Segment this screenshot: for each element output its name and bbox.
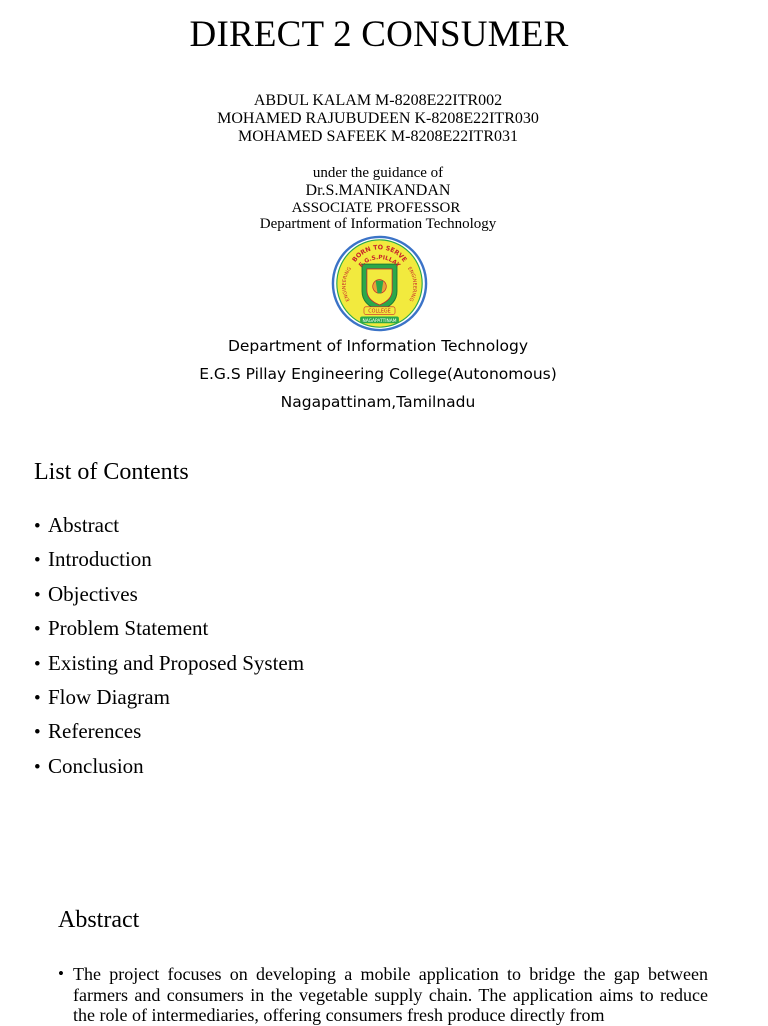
contents-heading: List of Contents xyxy=(34,459,189,485)
guidance-lead: under the guidance of xyxy=(312,165,444,181)
bullet-icon: • xyxy=(34,584,41,606)
list-item-label: Abstract xyxy=(48,513,120,537)
bullet-icon: • xyxy=(34,516,41,537)
college-location: Nagapattinam,Tamilnadu xyxy=(280,393,476,411)
bullet-icon: • xyxy=(34,550,41,572)
emblem-right-text: ENGINEERING xyxy=(406,265,418,303)
guide-name: Dr.S.MANIKANDAN xyxy=(305,182,451,199)
list-item-label: Problem Statement xyxy=(48,616,209,641)
bullet-icon: • xyxy=(34,619,41,641)
guide-department: Department of Information Technology xyxy=(259,216,497,232)
guide-role: ASSOCIATE PROFESSOR xyxy=(291,200,461,216)
list-item-label: Introduction xyxy=(48,547,152,572)
abstract-paragraph xyxy=(58,964,708,1026)
author-list xyxy=(0,92,756,146)
emblem-left-text: ENGINEERING xyxy=(341,265,353,303)
college-name: E.G.S Pillay Engineering College(Autonomous) xyxy=(199,365,557,383)
bullet-icon: • xyxy=(34,688,41,710)
college-department: Department of Information Technology xyxy=(227,337,529,355)
list-item xyxy=(34,647,304,681)
list-item xyxy=(34,612,304,646)
abstract-heading: Abstract xyxy=(58,907,140,933)
document-title: DIRECT 2 CONSUMER xyxy=(189,14,569,55)
list-item xyxy=(34,681,304,715)
college-emblem-icon xyxy=(331,235,428,332)
emblem-top-text: BORN TO SERVE xyxy=(351,244,408,264)
abstract-slide xyxy=(0,880,768,1024)
contents-slide xyxy=(0,440,768,880)
list-item-label: Existing and Proposed System xyxy=(48,650,305,675)
bullet-icon: • xyxy=(58,964,64,983)
list-item-label: References xyxy=(48,719,142,744)
list-item xyxy=(34,715,304,749)
abstract-text: The project focuses on developing a mobile application to bridge the gap between farmers and consumers in the vegetable supply chain. The application aims to reduce the role of intermediaries, offering consumers fresh produce directly from xyxy=(73,964,708,1025)
list-item xyxy=(34,543,304,577)
author-line: MOHAMED SAFEEK M-8208E22ITR031 xyxy=(238,128,518,145)
bullet-icon: • xyxy=(34,756,41,778)
list-item xyxy=(34,750,304,784)
list-item xyxy=(34,509,304,543)
author-line: MOHAMED RAJUBUDEEN K-8208E22ITR030 xyxy=(217,110,539,127)
bullet-icon: • xyxy=(34,653,41,675)
list-item-label: Flow Diagram xyxy=(48,685,170,710)
bullet-icon: • xyxy=(34,722,41,744)
list-item-label: Conclusion xyxy=(48,753,144,778)
list-item-label: Objectives xyxy=(48,581,138,606)
emblem-name-text: E.G.S.PILLAY xyxy=(358,254,401,269)
contents-list xyxy=(34,509,304,784)
list-item xyxy=(34,578,304,612)
emblem-band-text: COLLEGE xyxy=(368,308,391,315)
author-line: ABDUL KALAM M-8208E22ITR002 xyxy=(253,92,503,109)
title-slide xyxy=(0,0,768,430)
emblem-bottom-text: NAGAPATTINAM xyxy=(362,318,397,324)
college-info xyxy=(0,332,756,416)
